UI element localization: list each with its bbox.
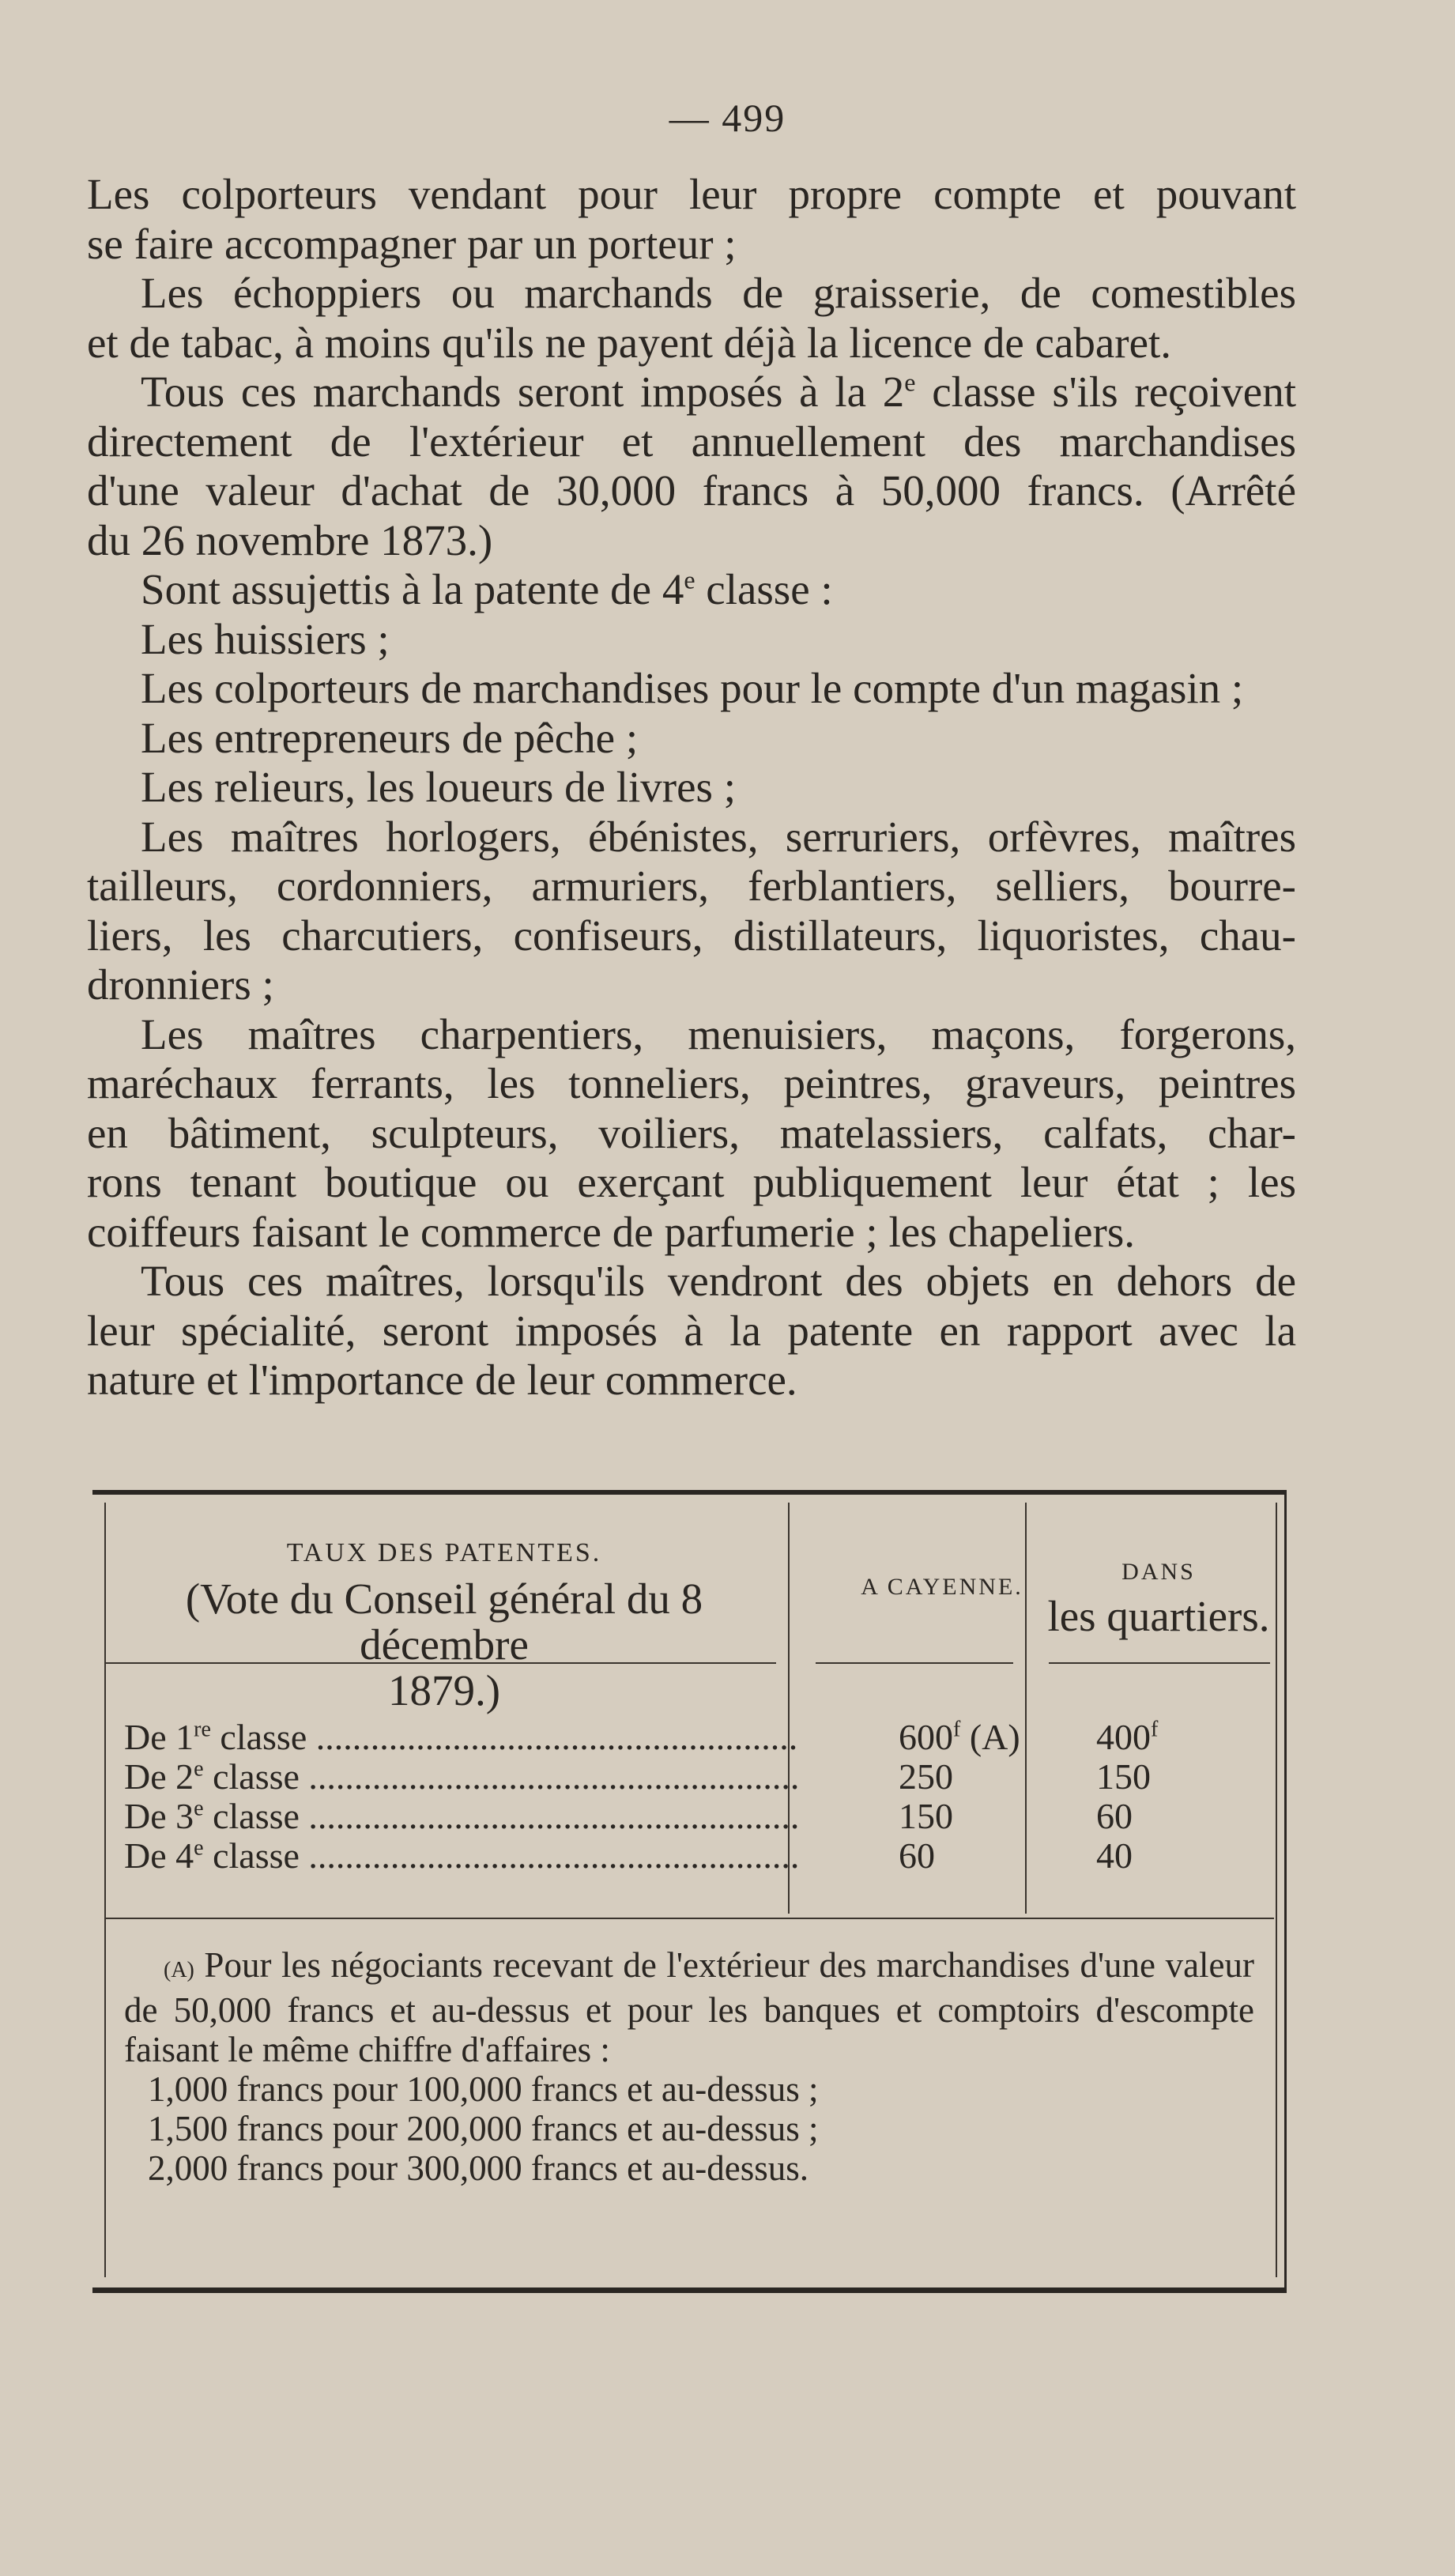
- paragraph-line: Les colporteurs vendant pour leur propre compte et pouvant: [87, 170, 1296, 218]
- paragraph-line: dronniers ;: [87, 960, 274, 1009]
- note-ref: (A): [960, 1717, 1020, 1757]
- cayenne-rate: [899, 1835, 1057, 1876]
- note-rule: [104, 1918, 1274, 1919]
- superscript: e: [904, 368, 916, 397]
- tax-rate-table: [92, 1490, 1287, 2293]
- row-label: [124, 1795, 800, 1837]
- superscript: f: [953, 1717, 961, 1742]
- paragraph-line: Les huissiers ;: [141, 614, 390, 663]
- header-quartiers: [1033, 1550, 1284, 1639]
- header-rule: [1049, 1662, 1270, 1664]
- paragraph-line: d'une valeur d'achat de 30,000 francs à 50,000 francs. (Arrêté: [87, 466, 1296, 515]
- paragraph-line: Les colporteurs de marchandises pour le compte d'un magasin ;: [141, 664, 1244, 712]
- quartiers-rate: [1096, 1795, 1254, 1837]
- cayenne-rate: [899, 1756, 1057, 1797]
- row-prefix: De: [124, 1756, 176, 1797]
- row-class-word: classe: [203, 1835, 300, 1876]
- paragraph-line: Les entrepreneurs de pêche ;: [141, 713, 639, 762]
- footnote-item: 2,000 francs pour 300,000 francs et au-dessus.: [148, 2148, 809, 2188]
- superscript: e: [194, 1756, 204, 1782]
- footnote-body: Pour les négociants recevant de l'extérieur des marchandises d'une valeur de 50,000 francs et au-dessus et pour les banques et comptoirs d'escompte faisant le même chiffre d'affaires :: [124, 1945, 1254, 2069]
- superscript: e: [194, 1835, 204, 1861]
- rate-value: 40: [1096, 1835, 1133, 1876]
- text-span: classe :: [706, 565, 833, 613]
- rate-value: 150: [899, 1796, 953, 1836]
- paragraph-line: Les échoppiers ou marchands de graisserie, de comestibles: [141, 269, 1296, 317]
- superscript: re: [194, 1717, 211, 1742]
- rate-value: 60: [899, 1835, 935, 1876]
- paragraph-line: Les maîtres charpentiers, menuisiers, maçons, forgerons,: [141, 1009, 1296, 1058]
- cayenne-rate: [899, 1716, 1057, 1758]
- paragraph-line: leur spécialité, seront imposés à la patente en rapport avec la: [87, 1306, 1296, 1355]
- footnote-item: 1,000 francs pour 100,000 francs et au-dessus ;: [148, 2069, 819, 2109]
- rate-value: 600: [899, 1717, 953, 1757]
- paragraph-line: Tous ces maîtres, lorsqu'ils vendront des objets en dehors de: [141, 1257, 1296, 1305]
- paragraph-line: liers, les charcutiers, confiseurs, distillateurs, liquoristes, chau-: [87, 911, 1296, 960]
- cayenne-rate: [899, 1795, 1057, 1837]
- paragraph-line: du 26 novembre 1873.): [87, 515, 493, 564]
- footnote-marker: (A): [164, 1958, 194, 1982]
- header-cayenne: A CAYENNE.: [861, 1574, 1023, 1600]
- text-span: Tous ces marchands seront imposés à la: [141, 368, 867, 416]
- superscript: e: [194, 1796, 204, 1821]
- header-taux: [104, 1530, 784, 1714]
- footnote-item: 1,500 francs pour 200,000 francs et au-dessus ;: [148, 2109, 819, 2148]
- class-number: 4: [662, 565, 684, 613]
- paragraph-line: nature et l'importance de leur commerce.: [87, 1356, 797, 1404]
- paragraph-line: Les relieurs, les loueurs de livres ;: [141, 763, 736, 811]
- table-footnote: [124, 1945, 1254, 2188]
- quartiers-rate: [1096, 1716, 1254, 1758]
- footnote-text: [124, 1945, 1254, 2069]
- paragraph-line: en bâtiment, sculpteurs, voiliers, matelassiers, calfats, char-: [87, 1108, 1296, 1157]
- class-number: 2: [882, 368, 905, 416]
- row-prefix: De: [124, 1796, 176, 1836]
- row-label: [124, 1835, 800, 1876]
- rate-value: 60: [1096, 1796, 1133, 1836]
- rate-value: 400: [1096, 1717, 1151, 1757]
- rate-value: 250: [899, 1756, 953, 1797]
- paragraph-line: tailleurs, cordonniers, armuriers, ferblantiers, selliers, bourre-: [87, 862, 1296, 910]
- paragraph-line: maréchaux ferrants, les tonneliers, peintres, graveurs, peintres: [87, 1059, 1296, 1107]
- row-class-word: classe: [203, 1796, 300, 1836]
- paragraph-line: et de tabac, à moins qu'ils ne payent déjà la licence de cabaret.: [87, 318, 1172, 367]
- header-dans: DANS: [1121, 1559, 1196, 1585]
- paragraph-line: Les maîtres horlogers, ébénistes, serruriers, orfèvres, maîtres: [141, 812, 1296, 861]
- header-title: TAUX DES PATENTES.: [286, 1538, 602, 1567]
- row-class-number: 2: [175, 1756, 194, 1797]
- paragraph-line: [87, 368, 1296, 417]
- page-number: — 499: [669, 96, 786, 140]
- superscript: f: [1151, 1717, 1159, 1742]
- superscript: e: [684, 565, 695, 594]
- row-class-word: classe: [210, 1717, 307, 1757]
- body-text: [87, 170, 1296, 1405]
- header-year: 1879.): [387, 1666, 501, 1714]
- header-rule: [816, 1662, 1013, 1664]
- row-class-number: 1: [175, 1717, 194, 1757]
- row-prefix: De: [124, 1717, 176, 1757]
- row-class-word: classe: [203, 1756, 300, 1797]
- text-span: Sont assujettis à la patente de: [141, 565, 652, 613]
- row-class-number: 3: [175, 1796, 194, 1836]
- paragraph-line: se faire accompagner par un porteur ;: [87, 219, 737, 268]
- header-subtitle: (Vote du Conseil général du 8 décembre: [185, 1575, 703, 1669]
- rate-value: 150: [1096, 1756, 1151, 1797]
- paragraph-line: rons tenant boutique ou exerçant publiquement leur état ; les: [87, 1158, 1296, 1206]
- row-class-number: 4: [175, 1835, 194, 1876]
- text-span: classe s'ils reçoivent: [932, 368, 1296, 416]
- header-les-quartiers: les quartiers.: [1047, 1592, 1270, 1640]
- quartiers-rate: [1096, 1835, 1254, 1876]
- row-label: [124, 1716, 800, 1758]
- paragraph-line: coiffeurs faisant le commerce de parfumerie ; les chapeliers.: [87, 1207, 1135, 1256]
- quartiers-rate: [1096, 1756, 1254, 1797]
- row-prefix: De: [124, 1835, 176, 1876]
- paragraph-line: [87, 565, 1296, 615]
- paragraph-line: directement de l'extérieur et annuellement des marchandises: [87, 417, 1296, 466]
- row-label: [124, 1756, 800, 1797]
